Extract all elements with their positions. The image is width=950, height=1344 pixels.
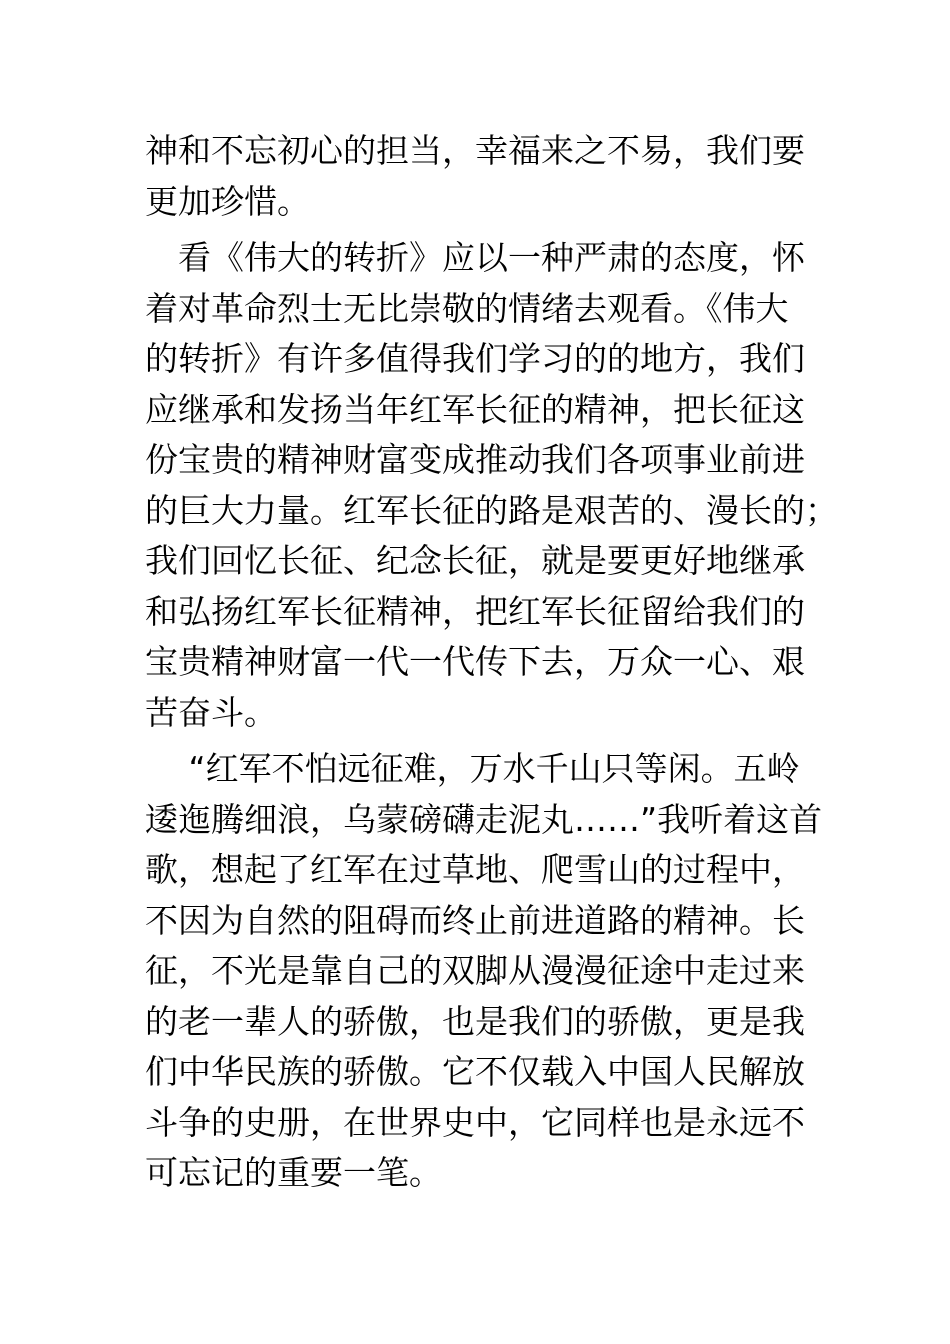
text-line: 苦奋斗。 <box>145 692 277 732</box>
text-line: 们中华民族的骄傲。它不仅载入中国人民解放 <box>145 1052 805 1091</box>
text-line: 应继承和发扬当年红军长征的精神，把长征这 <box>145 389 805 429</box>
text-line: 不因为自然的阻碍而终止前进道路的精神。长 <box>145 900 805 940</box>
text-line: 更加珍惜。 <box>145 181 310 221</box>
text-line: 宝贵精神财富一代一代传下去，万众一心、艰 <box>145 642 805 681</box>
text-line: 可忘记的重要一笔。 <box>145 1153 442 1192</box>
text-line: 着对革命烈士无比崇敬的情绪去观看。《伟大 <box>145 288 789 328</box>
text-line: 逶迤腾细浪，乌蒙磅礴走泥丸……”我听着这首 <box>145 799 823 839</box>
paragraph-2 <box>145 233 838 738</box>
text-line: 歌，想起了红军在过草地、爬雪山的过程中， <box>145 850 805 889</box>
document-body <box>145 126 838 1205</box>
paragraph-1 <box>145 126 810 227</box>
text-line: 神和不忘初心的担当，幸福来之不易，我们要 <box>145 131 805 170</box>
text-line: 的巨大力量。红军长征的路是艰苦的、漫长的； <box>145 490 838 530</box>
text-line: 份宝贵的精神财富变成推动我们各项事业前进 <box>145 440 805 479</box>
text-line: “红军不怕远征难，万水千山只等闲。五岭 <box>145 749 800 788</box>
text-line: 斗争的史册，在世界史中，它同样也是永远不 <box>145 1102 805 1142</box>
text-line: 和弘扬红军长征精神，把红军长征留给我们的 <box>145 591 805 631</box>
text-line: 的转折》有许多值得我们学习的的地方，我们 <box>145 339 805 378</box>
paragraph-3 <box>145 744 823 1199</box>
text-line: 看《伟大的转折》应以一种严肃的态度，怀 <box>145 238 805 277</box>
text-line: 我们回忆长征、纪念长征，就是要更好地继承 <box>145 541 805 580</box>
text-line: 征，不光是靠自己的双脚从漫漫征途中走过来 <box>145 951 805 990</box>
text-line: 的老一辈人的骄傲，也是我们的骄傲，更是我 <box>145 1001 805 1041</box>
